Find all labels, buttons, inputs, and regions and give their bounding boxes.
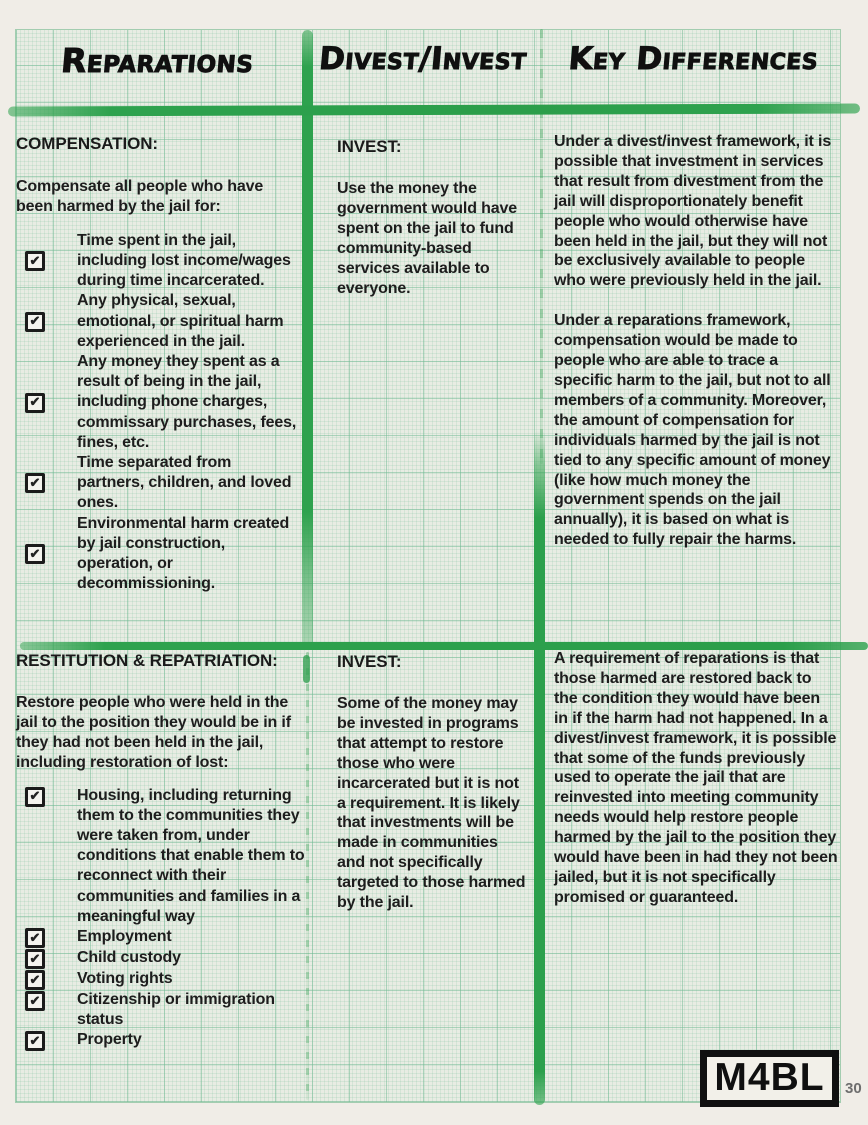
checklist-item [16, 291, 302, 352]
page-number: 30 [845, 1080, 862, 1097]
column-divider-line-2 [534, 430, 545, 1105]
checklist-item-label: Child custody [77, 949, 181, 967]
checklist-item [16, 948, 306, 969]
checklist-item [16, 786, 306, 927]
checklist-item [16, 514, 302, 595]
checklist-item [16, 1030, 306, 1051]
section-invest-2 [337, 652, 533, 913]
difference-paragraph: A requirement of reparations is that those harmed are restored back to the condition they would have been in if the harm had not happened. In a divest/invest framework, it is possible that some of the funds previously used to operate the jail that are reinvested into meeting community needs would help restore people harmed by the jail to the position they would have been in had they not been jailed, but it is not specifically promised or guaranteed. [554, 650, 838, 906]
checklist-item-label: Any money they spent as a result of being in the jail, including phone charges, commissary purchases, fees, fines, etc. [77, 353, 297, 451]
checkbox-checked-icon: ✔ [25, 991, 45, 1011]
column-divider-line-1 [302, 30, 313, 648]
checkbox-checked-icon: ✔ [25, 970, 45, 990]
column-divider-line-2-faded [540, 29, 543, 464]
difference-paragraph: Under a divest/invest framework, it is possible that investment in services that result from divestment from the jail will disproportionately benefit people who would otherwise have been held in the jail, but they will not be exclusively available to people who were previously held in the jail. [554, 133, 832, 290]
checklist-item-label: Time spent in the jail, including lost income/wages during time incarcerated. [77, 231, 291, 290]
checklist-item-label: Employment [77, 928, 172, 946]
key-differences-1 [554, 132, 834, 550]
column-header-divest-invest: Divest/Invest [317, 41, 529, 77]
key-differences-2 [554, 649, 838, 908]
column-divider-line-1-faded [306, 652, 309, 1100]
compensation-checklist [16, 231, 302, 595]
checkbox-checked-icon: ✔ [25, 251, 45, 271]
section-intro: Restore people who were held in the jail to the position they would be in if they had not been held in the jail, including restoration of lost: [16, 694, 291, 771]
checklist-item-label: Housing, including returning them to the communities they were taken from, under conditions that enable them to reconnect with their communities and families in a meaningful way [77, 786, 305, 925]
section-intro: Compensate all people who have been harmed by the jail for: [16, 178, 264, 215]
section-heading: COMPENSATION: [16, 134, 158, 153]
section-heading: RESTITUTION & REPATRIATION: [16, 651, 278, 670]
checklist-item [16, 453, 302, 514]
checkbox-checked-icon: ✔ [25, 928, 45, 948]
checklist-item-label: Property [77, 1031, 142, 1049]
checklist-item-label: Environmental harm created by jail construction, operation, or decommissioning. [77, 514, 290, 593]
section-invest-1 [337, 137, 527, 298]
m4bl-logo [700, 1050, 839, 1107]
checkbox-checked-icon: ✔ [25, 544, 45, 564]
restitution-checklist [16, 786, 306, 1052]
section-heading: INVEST: [337, 137, 402, 156]
section-body: Use the money the government would have spent on the jail to fund community-based services available to everyone. [337, 180, 517, 297]
checklist-item-label: Time separated from partners, children, and loved ones. [77, 454, 292, 512]
checkbox-checked-icon: ✔ [25, 787, 45, 807]
checklist-item-label: Voting rights [77, 970, 173, 988]
section-body: Some of the money may be invested in programs that attempt to restore those who were incarcerated but it is not a requirement. It is likely that investments will be made in communities and not specifically targeted to those harmed by the jail. [337, 695, 526, 912]
difference-paragraph: Under a reparations framework, compensation would be made to people who are able to trace a specific harm to the jail, but not to all members of a community. Moreover, the amount of compensation for individuals harmed by the jail is not tied to any specific amount of money (like how much money the government spends on the jail annually), it is based on what is needed to fully repair the harms. [554, 312, 831, 549]
column-header-key-differences: Key Differences [567, 41, 820, 77]
checklist-item-label: Citizenship or immigration status [77, 991, 275, 1029]
checklist-item [16, 231, 302, 292]
column-header-reparations: Reparations [59, 41, 256, 80]
checklist-item [16, 990, 306, 1030]
checkbox-checked-icon: ✔ [25, 312, 45, 332]
m4bl-logo-text: M4BL [714, 1056, 825, 1099]
checkbox-checked-icon: ✔ [25, 393, 45, 413]
checkbox-checked-icon: ✔ [25, 949, 45, 969]
checklist-item [16, 927, 306, 948]
section-compensation [16, 134, 302, 594]
section-restitution [16, 651, 306, 1051]
checkbox-checked-icon: ✔ [25, 1031, 45, 1051]
checklist-item-label: Any physical, sexual, emotional, or spiritual harm experienced in the jail. [77, 292, 284, 350]
section-heading: INVEST: [337, 652, 402, 671]
checklist-item [16, 352, 302, 453]
checkbox-checked-icon: ✔ [25, 473, 45, 493]
checklist-item [16, 969, 306, 990]
